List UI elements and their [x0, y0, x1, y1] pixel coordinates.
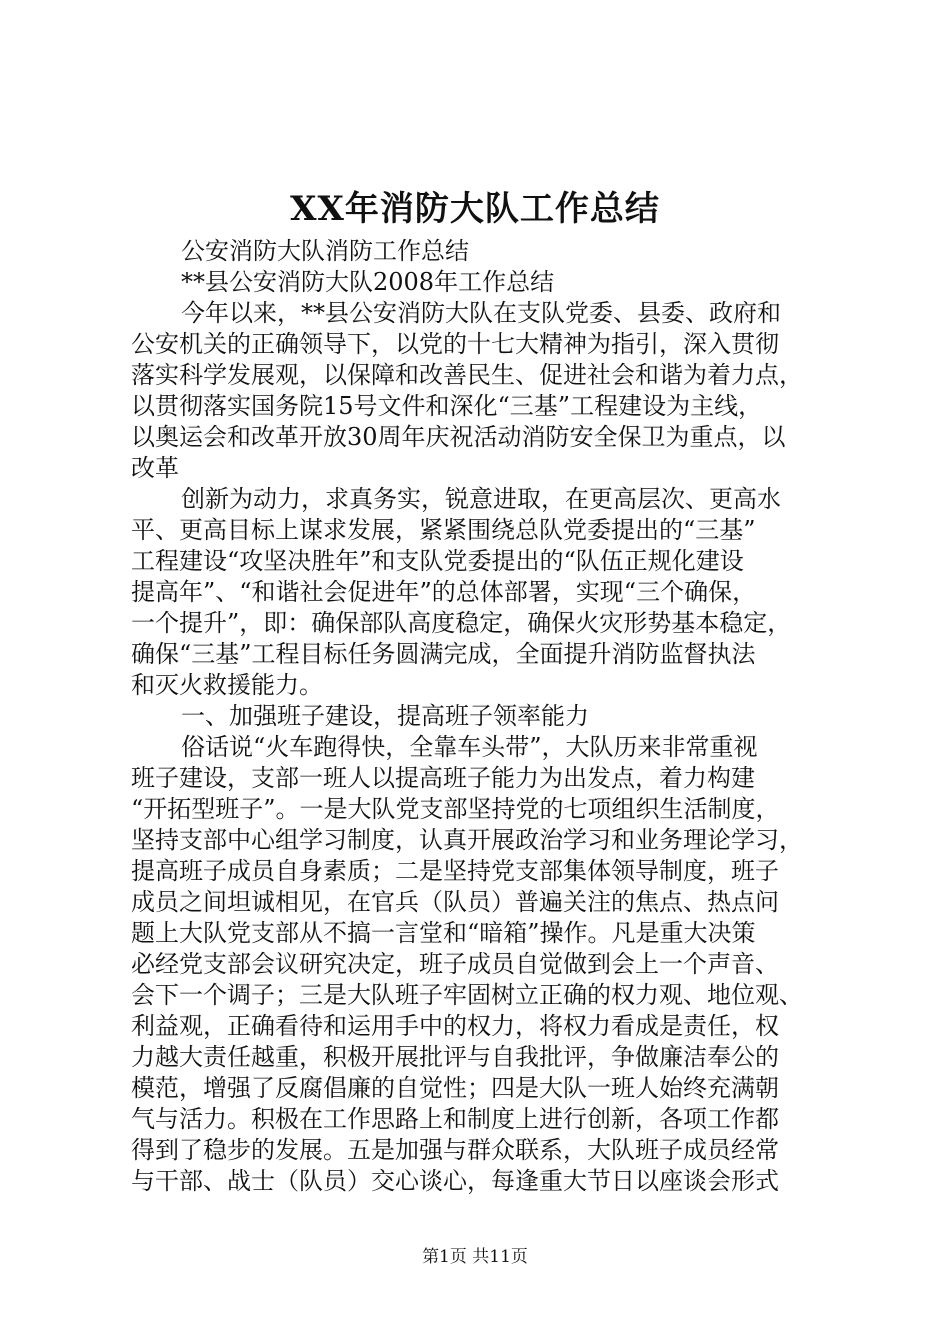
body-line-8: 改革	[131, 454, 179, 482]
body-line-9: 创新为动力，求真务实，锐意进取，在更高层次、更高水	[181, 485, 781, 513]
body-line-21: 提高班子成员自身素质；二是坚持党支部集体领导制度，班子	[131, 857, 779, 885]
section-heading-1: 一、加强班子建设，提高班子领率能力	[181, 702, 589, 730]
page-footer: 第1页 共11页	[422, 1247, 528, 1267]
body-line-28: 模范，增强了反腐倡廉的自觉性；四是大队一班人始终充满朝	[131, 1074, 779, 1102]
body-line-13: 一个提升”，即：确保部队高度稳定，确保火灾形势基本稳定，	[131, 609, 792, 637]
body-line-25: 会下一个调子；三是大队班子牢固树立正确的权力观、地位观、	[131, 981, 803, 1009]
body-line-3: 今年以来，**县公安消防大队在支队党委、县委、政府和	[181, 299, 781, 327]
body-line-2: **县公安消防大队2008年工作总结	[181, 268, 555, 296]
body-line-10: 平、更高目标上谋求发展，紧紧围绕总队党委提出的“三基”	[131, 516, 756, 544]
document-title: XX年消防大队工作总结	[290, 189, 660, 229]
body-line-7: 以奥运会和改革开放30周年庆祝活动消防安全保卫为重点，以	[131, 423, 786, 451]
body-line-11: 工程建设“攻坚决胜年”和支队党委提出的“队伍正规化建设	[131, 547, 744, 575]
body-line-29: 气与活力。积极在工作思路上和制度上进行创新，各项工作都	[131, 1105, 779, 1133]
body-line-23: 题上大队党支部从不搞一言堂和“暗箱”操作。凡是重大决策	[131, 919, 756, 947]
document-body	[131, 236, 831, 1197]
body-line-31: 与干部、战士（队员）交心谈心，每逢重大节日以座谈会形式	[131, 1167, 779, 1195]
body-line-15: 和灭火救援能力。	[131, 671, 323, 699]
body-line-27: 力越大责任越重，积极开展批评与自我批评，争做廉洁奉公的	[131, 1043, 779, 1071]
body-line-5: 落实科学发展观，以保障和改善民生、促进社会和谐为着力点，	[131, 361, 803, 389]
body-line-14: 确保“三基”工程目标任务圆满完成，全面提升消防监督执法	[131, 640, 756, 668]
body-line-17: 俗话说“火车跑得快，全靠车头带”，大队历来非常重视	[181, 733, 758, 761]
body-line-20: 坚持支部中心组学习制度，认真开展政治学习和业务理论学习，	[131, 826, 803, 854]
body-line-26: 利益观，正确看待和运用手中的权力，将权力看成是责任，权	[131, 1012, 779, 1040]
body-line-4: 公安机关的正确领导下，以党的十七大精神为指引，深入贯彻	[131, 330, 779, 358]
body-line-18: 班子建设，支部一班人以提高班子能力为出发点，着力构建	[131, 764, 755, 792]
body-line-12: 提高年”、“和谐社会促进年”的总体部署，实现“三个确保，	[131, 578, 757, 606]
body-line-24: 必经党支部会议研究决定，班子成员自觉做到会上一个声音、	[131, 950, 779, 978]
body-line-1: 公安消防大队消防工作总结	[181, 237, 469, 265]
body-line-30: 得到了稳步的发展。五是加强与群众联系，大队班子成员经常	[131, 1136, 779, 1164]
body-line-19: “开拓型班子”。一是大队党支部坚持党的七项组织生活制度，	[131, 795, 780, 823]
body-line-6: 以贯彻落实国务院15号文件和深化“三基”工程建设为主线，	[131, 392, 763, 420]
body-line-22: 成员之间坦诚相见，在官兵（队员）普遍关注的焦点、热点问	[131, 888, 779, 916]
